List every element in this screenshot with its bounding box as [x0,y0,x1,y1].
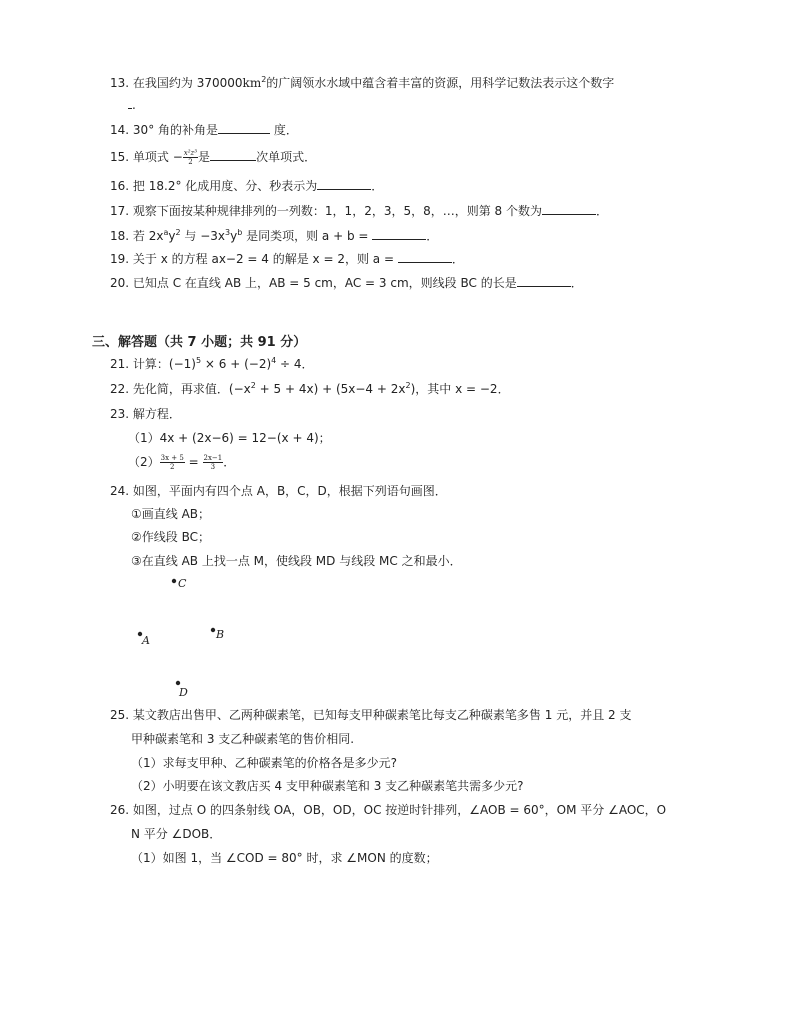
label-c: C [178,577,187,590]
answer-blank [317,177,371,190]
points-figure [120,570,240,702]
question-22: 22. 先化简，再求值．$(-x^2 + 5 + 4x) + (5x-4 + 2x^2)$，其中 x = −2． [110,381,510,396]
question-25: 25. 某文教店出售甲、乙两种碳素笔，已知每支甲种碳素笔比每支乙种碳素笔多售 1 元，并且 2 支 [110,708,632,722]
label-b: B [216,628,225,641]
question-25-line-2: 甲种碳素笔和 3 支乙种碳素笔的售价相同. [131,732,355,746]
question-24-step-3: ③在直线 AB 上找一点 M，使线段 MD 与线段 MC 之和最小． [131,554,462,568]
question-15: 15. 单项式 − $\frac{\text{x²z³}}{2}$ 是 次单项式． [110,149,317,166]
fraction: $\frac{\text{x²z³}}{2}$ [183,149,198,166]
point-c [172,579,176,583]
fraction: $\frac{2x-1}{3}$ [203,454,223,471]
question-14: 14. 30° 角的补角是 度． [110,123,298,137]
answer-blank [398,250,452,263]
question-24: 24. 如图，平面内有四个点 A，B，C，D，根据下列语句画图． [110,484,447,498]
label-d: D [179,686,188,699]
answer-blank [218,121,270,134]
question-26-part-1: （1）如图 1，当 ∠COD = 80° 时，求 ∠MON 的度数； [131,851,438,865]
question-23: 23. 解方程． [110,407,181,421]
question-18: 18. 若 $2x^ay^2$ 与 $-3x^3y^b$ 是同类项，则 a + b = ． [110,228,439,243]
section-heading: 三、解答题（共 7 小题；共 91 分） [92,335,307,350]
answer-blank [372,227,426,240]
question-17: 17. 观察下面按某种规律排列的一列数：1，1，2，3，5，8，…，则第 8 个数为 ． [110,204,609,218]
question-13-continuation: . [128,96,136,113]
question-26-line-2: N 平分 ∠DOB． [131,827,222,841]
question-26: 26. 如图，过点 O 的四条射线 OA，OB，OD，OC 按逆时针排列，∠AOB = 60°，OM 平分 ∠AOC，O [110,803,667,817]
question-23-part-1: （1）4x + (2x−6) = 12−(x + 4)； [128,431,331,445]
point-b [211,628,215,632]
point-d [176,681,180,685]
question-25-part-2: （2）小明要在该文教店买 4 支甲种碳素笔和 3 支乙种碳素笔共需多少元? [131,779,524,793]
question-21: 21. 计算：$(-1)^5 \times 6 + (-2)^4 \div 4$． [110,356,314,371]
fraction: $\frac{3x + 5}{2}$ [160,454,184,471]
question-24-step-1: ①画直线 AB； [131,507,211,521]
answer-blank [210,148,256,161]
question-23-part-2: （2） $\frac{3x + 5}{2}$ = $\frac{2x-1}{3}$ ． [128,454,236,471]
question-16: 16. 把 18.2° 化成用度、分、秒表示为 ． [110,179,384,193]
question-20: 20. 已知点 C 在直线 AB 上，AB = 5 cm，AC = 3 cm，则线段 BC 的长是 ． [110,276,583,290]
label-a: A [142,634,150,647]
question-24-step-2: ②作线段 BC； [131,530,210,544]
question-19: 19. 关于 x 的方程 ax−2 = 4 的解是 x = 2，则 a = ． [110,252,464,266]
answer-blank [542,202,596,215]
answer-blank [517,274,571,287]
question-25-part-1: （1）求每支甲种、乙种碳素笔的价格各是多少元? [131,756,398,770]
question-13: 13. 在我国约为 $370000km^2$的广阔领水水域中蕴含着丰富的资源，用科学记数法表示这个数字 [110,75,615,90]
